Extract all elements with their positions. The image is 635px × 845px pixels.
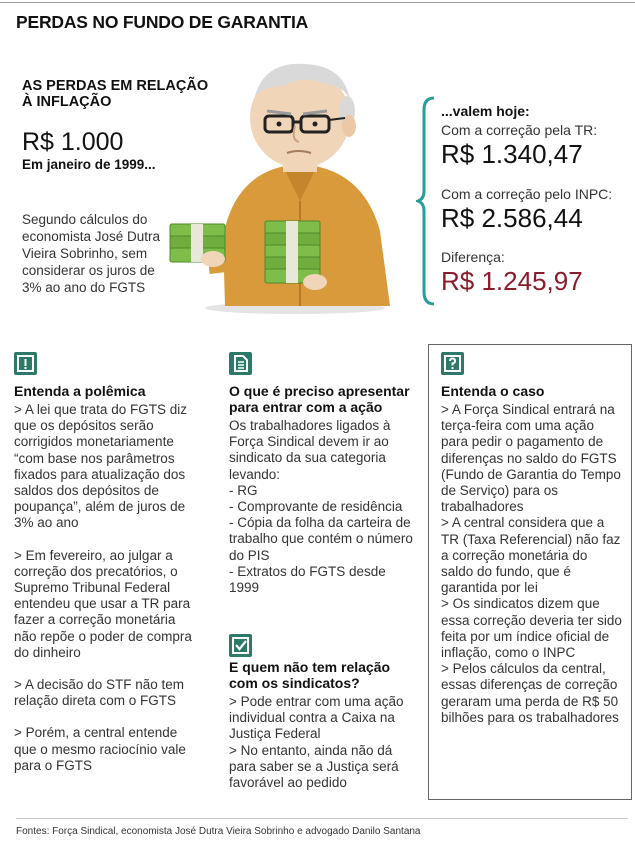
diff-value: R$ 1.245,97 (441, 266, 583, 296)
page-title: PERDAS NO FUNDO DE GARANTIA (16, 12, 309, 32)
col2-paragraph: > No entanto, ainda não dá para saber se a Justiça será favorável ao pedido (229, 742, 399, 791)
top-rule (0, 2, 635, 3)
values-heading: ...valem hoje: (441, 103, 530, 119)
col1-title: Entenda a polêmica (14, 383, 146, 399)
col2-title-line1: O que é preciso apresentar (229, 383, 410, 399)
money-stack-right (265, 221, 320, 283)
checkbox-icon (229, 634, 252, 657)
col2-intro: Os trabalhadores ligados à Força Sindical devem ir ao sindicato da sua categoria levando: (229, 418, 391, 482)
col1-paragraph: > Em fevereiro, ao julgar a correção dos precatórios, o Supremo Tribunal Federal entendeu que usar a TR para fazer a correção monetária não repõe o poder de compra do dinheiro (14, 547, 192, 660)
col1-paragraph: > Porém, a central entende que o mesmo raciocínio vale para o FGTS (14, 725, 186, 773)
col1-paragraph: > A lei que trata do FGTS diz que os depósitos serão corrigidos monetariamente “com base nos parâmetros fixados para atualização dos saldos dos depósitos de poupança”, além de juros de 3% ao ano (14, 402, 187, 531)
col3-paragraph: > A central considera que a TR (Taxa Referencial) não faz a correção monetária do saldo do fundo, que é garantida por lei (441, 515, 621, 596)
col3-paragraph: > Pelos cálculos da central, essas diferenças de correção geraram uma perda de R$ 50 bilhões para os trabalhadores (441, 661, 619, 725)
col2-paragraph: > Pode entrar com uma ação individual contra a Caixa na Justiça Federal (229, 694, 404, 742)
intro-subhead-line2: À INFLAÇÃO (22, 94, 112, 110)
col2-title (229, 383, 410, 415)
exclamation-icon (14, 352, 37, 375)
list-item: - Comprovante de residência (229, 499, 403, 515)
col2-body2 (229, 694, 414, 791)
list-item: - RG (229, 482, 258, 498)
col3-title: Entenda o caso (441, 383, 545, 399)
tr-value: R$ 1.340,47 (441, 139, 583, 169)
col1-paragraph: > A decisão do STF não tem relação direta com o FGTS (14, 677, 184, 709)
inpc-label: Com a correção pelo INPC: (441, 186, 613, 202)
col2-body (229, 418, 414, 596)
col2-title-line2: para entrar com a ação (229, 399, 383, 415)
sources: Fontes: Força Sindical, economista José Dutra Vieira Sobrinho e advogado Danilo Santana (16, 826, 421, 837)
list-item: - Cópia da folha da carteira de trabalho que contém o número do PIS (229, 515, 413, 563)
intro-note: Segundo cálculos do economista José Dutra Vieira Sobrinho, sem considerar os juros de 3% ao ano do FGTS (22, 212, 161, 295)
question-icon (441, 352, 464, 375)
tr-label: Com a correção pela TR: (441, 122, 598, 138)
col3-body (441, 402, 623, 726)
intro-subhead-line1: AS PERDAS EM RELAÇÃO (22, 78, 209, 94)
document-icon (229, 352, 252, 375)
diff-label: Diferença: (441, 249, 505, 265)
col3-paragraph: > Os sindicatos dizem que essa correção deveria ter sido feita por um índice oficial de inflação, como o INPC (441, 596, 622, 661)
col2-title2 (229, 659, 390, 691)
col2-title2-line1: E quem não tem relação (229, 659, 391, 675)
teal-brace (416, 96, 438, 306)
col1-body (14, 402, 194, 774)
initial-date: Em janeiro de 1999... (22, 157, 156, 172)
footer-rule (16, 818, 628, 819)
col3-paragraph: > A Força Sindical entrará na terça-feira com uma ação para pedir o pagamento de diferenças no saldo do FGTS (Fundo de Garantia do Tempo de Serviço) para os trabalhadores (441, 402, 621, 515)
man-with-money-illustration (165, 56, 415, 314)
list-item: - Extratos do FGTS desde 1999 (229, 563, 386, 596)
col2-title2-line2: com os sindicatos? (229, 675, 360, 691)
inpc-value: R$ 2.586,44 (441, 203, 583, 233)
initial-amount: R$ 1.000 (22, 128, 124, 156)
